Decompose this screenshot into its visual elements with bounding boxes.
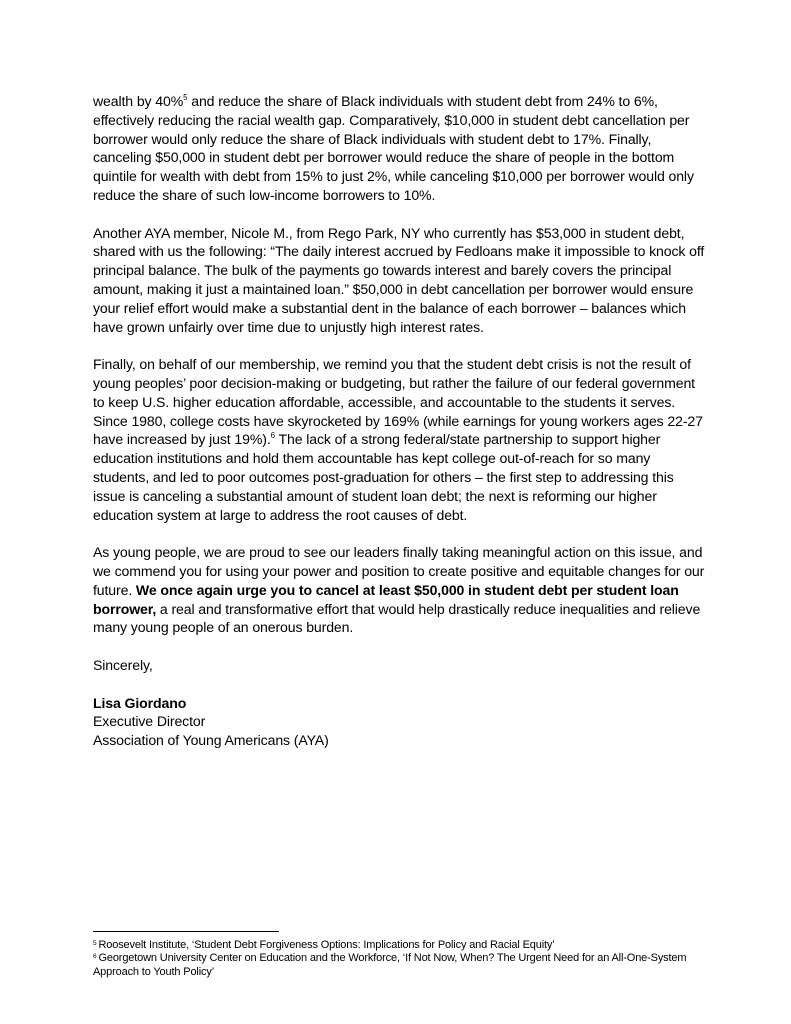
footnote-text: Roosevelt Institute, ‘Student Debt Forgiveness Options: Implications for Policy and Racial Equity’: [98, 939, 555, 951]
footnote-divider: [93, 931, 279, 932]
bold-demand: We once again urge you to cancel at least $50,000 in student debt per student loan borrower,: [93, 581, 679, 617]
paragraph-text: and reduce the share of Black individuals with student debt from 24% to 6%, effectively reducing the racial wealth gap. Comparatively, $10,000 in student debt cancellation per borrower would only reduce the share of Black individuals with student debt to 17%. Finally, canceling $50,000 in student debt per borrower would reduce the share of people in the bottom quintile for wealth with debt from 15% to just 2%, while canceling $10,000 per borrower would only reduce the share of such low-income borrowers to 10%.: [93, 93, 694, 203]
footnote-number: 5: [93, 940, 97, 947]
signatory-title: Executive Director: [93, 713, 206, 730]
signature-block: [93, 694, 705, 750]
footnotes: [93, 939, 713, 979]
closing-salutation: Sincerely,: [93, 656, 153, 673]
paragraph-text: a real and transformative effort that would help drastically reduce inequalities and relieve many young people of an onerous burden.: [93, 600, 701, 636]
footnote-5: [93, 939, 713, 952]
footnote-number: 6: [93, 953, 97, 961]
footnote-6: [93, 952, 713, 979]
paragraph-text: wealth by 40%: [93, 93, 184, 109]
signatory-name: Lisa Giordano: [93, 694, 187, 711]
paragraph-text: As young people, we are proud to see our leaders finally taking meaningful action on this issue, and we commend you for using your power and position to create positive and equitable changes for our future.: [93, 544, 705, 598]
footnote-reference: 5: [183, 93, 188, 102]
paragraph-text: The lack of a strong federal/state partnership to support higher education institutions and hold them accountable has kept college out-of-reach for so many students, and led to poor outcomes post-graduation for others – the first step to addressing this issue is canceling a substantial amount of student loan debt; the next is reforming our higher education system at large to address the root causes of debt.: [93, 431, 674, 523]
paragraph-racial-wealth-gap: [93, 92, 705, 205]
signatory-organization: Association of Young Americans (AYA): [93, 732, 329, 749]
paragraph-call-to-action: [93, 543, 705, 637]
paragraph-text: Finally, on behalf of our membership, we remind you that the student debt crisis is not the result of young peoples’ poor decision-making or budgeting, but rather the failure of our federal government to keep U.S. higher education affordable, accessible, and accountable to the students it serves. Since 1980, college costs have skyrocketed by 169% (while earnings for young workers ages 22-27 have increased by just 19%).: [93, 356, 703, 448]
paragraph-debt-crisis: [93, 355, 705, 524]
footnote-text: Georgetown University Center on Education and the Workforce, ‘If Not Now, When? The Urgent Need for an All-One-System Approach to Youth Policy’: [93, 952, 687, 978]
footnote-reference: 6: [270, 431, 275, 441]
paragraph-member-testimony: Another AYA member, Nicole M., from Rego Park, NY who currently has $53,000 in student debt, shared with us the following: “The daily interest accrued by Fedloans make it impossible to knock off principal balance. The bulk of the payments go towards interest and barely covers the principal amount, making it just a maintained loan.” $50,000 in debt cancellation per borrower would ensure your relief effort would make a substantial dent in the balance of each borrower – balances which have grown unfairly over time due to unjustly high interest rates.: [93, 224, 705, 335]
letter-body: [93, 92, 705, 750]
